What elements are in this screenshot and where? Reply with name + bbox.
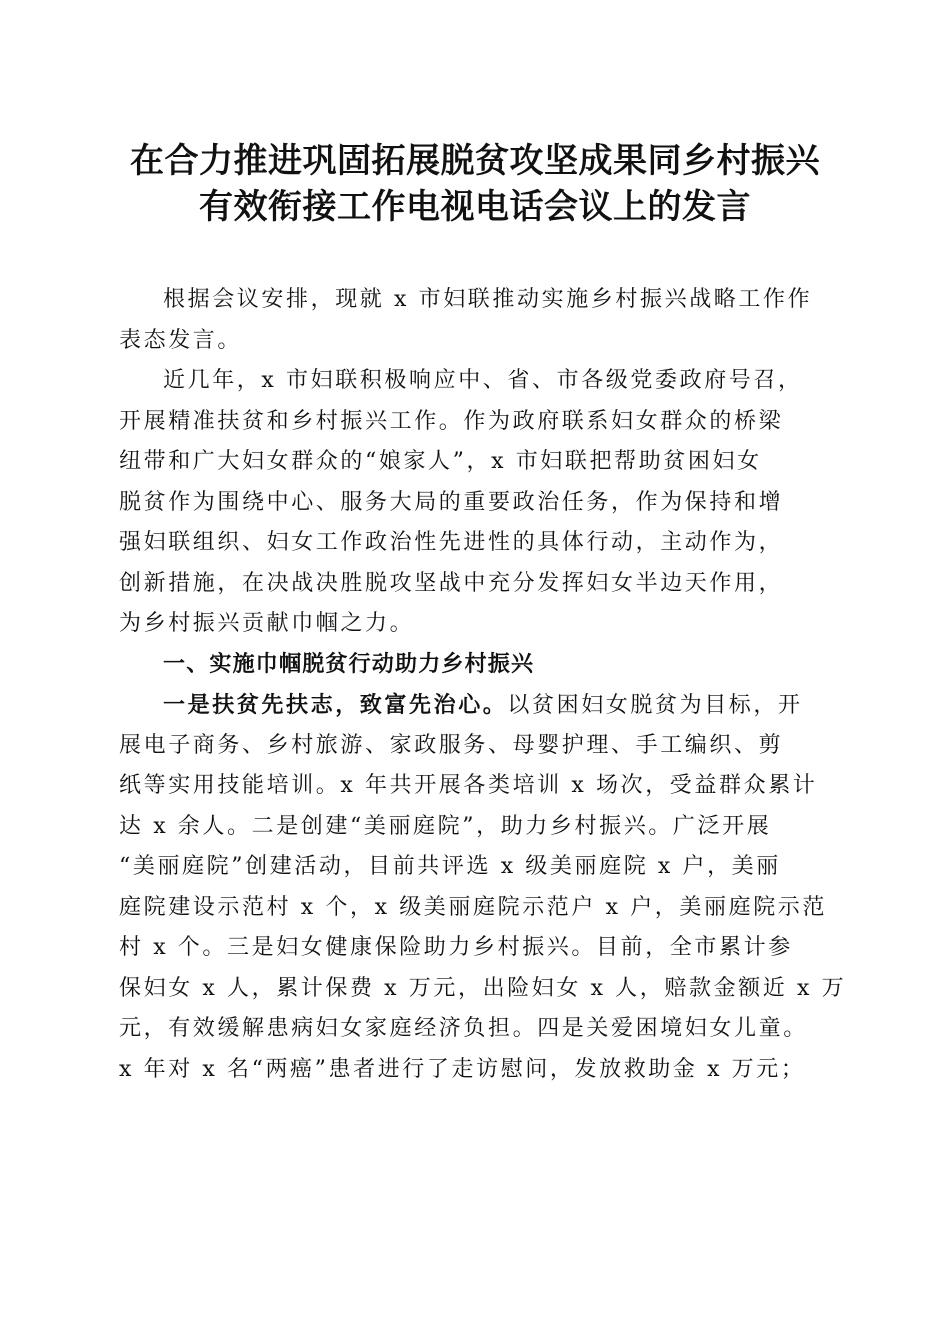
paragraph-section1 bbox=[119, 685, 847, 1090]
document-title bbox=[100, 138, 850, 230]
text-line: 展电子商务、乡村旅游、家政服务、母婴护理、手工编织、剪 bbox=[119, 732, 784, 758]
document-body bbox=[119, 280, 847, 1090]
text-line: 脱贫作为围绕中心、服务大局的重要政治任务，作为保持和增 bbox=[119, 489, 784, 515]
text-line: 纸等实用技能培训。x 年共开展各类培训 x 场次，受益群众累计 bbox=[119, 773, 818, 798]
text-line: 根据会议安排，现就 x 市妇联推动实施乡村振兴战略工作作 bbox=[163, 287, 813, 312]
text-line: 达 x 余人。二是创建“美丽庭院”，助力乡村振兴。广泛开展 bbox=[119, 813, 772, 839]
title-line: 在合力推进巩固拓展脱贫攻坚成果同乡村振兴 bbox=[130, 141, 820, 181]
paragraph-intro bbox=[119, 280, 839, 361]
paragraph-background bbox=[119, 361, 839, 645]
title-line: 有效衔接工作电视电话会议上的发言 bbox=[199, 187, 751, 227]
text-line: 村 x 个。三是妇女健康保险助力乡村振兴。目前，全市累计参 bbox=[119, 935, 793, 960]
text-line bbox=[119, 685, 839, 726]
text-line: 创新措施，在决战决胜脱攻坚战中充分发挥妇女半边天作用， bbox=[119, 570, 784, 596]
paragraph-lead: 一是扶贫先扶志，致富先治心。 bbox=[163, 692, 508, 718]
text-line: 纽带和广大妇女群众的“娘家人”，x 市妇联把帮助贫困妇女 bbox=[119, 449, 762, 474]
text-run: 以贫困妇女脱贫为目标，开 bbox=[507, 693, 803, 718]
text-line: “美丽庭院”创建活动，目前共评选 x 级美丽庭院 x 户，美丽 bbox=[119, 854, 781, 879]
text-line: 为乡村振兴贡献巾帼之力。 bbox=[119, 611, 415, 636]
text-line: 强妇联组织、妇女工作政治性先进性的具体行动，主动作为， bbox=[119, 530, 784, 555]
text-line: 开展精准扶贫和乡村振兴工作。作为政府联系妇女群众的桥梁 bbox=[119, 408, 784, 434]
text-line: 保妇女 x 人，累计保费 x 万元，出险妇女 x 人，赔款金额近 x 万 bbox=[119, 975, 847, 1001]
text-line: x 年对 x 名“两癌”患者进行了走访慰问，发放救助金 x 万元； bbox=[119, 1056, 806, 1082]
text-line: 庭院建设示范村 x 个，x 级美丽庭院示范户 x 户，美丽庭院示范 bbox=[119, 894, 827, 920]
text-line: 元，有效缓解患病妇女家庭经济负担。四是关爱困境妇女儿童。 bbox=[119, 1016, 808, 1041]
section-heading: 一、实施巾帼脱贫行动助力乡村振兴 bbox=[163, 651, 535, 677]
text-line: 表态发言。 bbox=[119, 327, 243, 353]
text-line: 近几年，x 市妇联积极响应中、省、市各级党委政府号召， bbox=[163, 368, 803, 393]
